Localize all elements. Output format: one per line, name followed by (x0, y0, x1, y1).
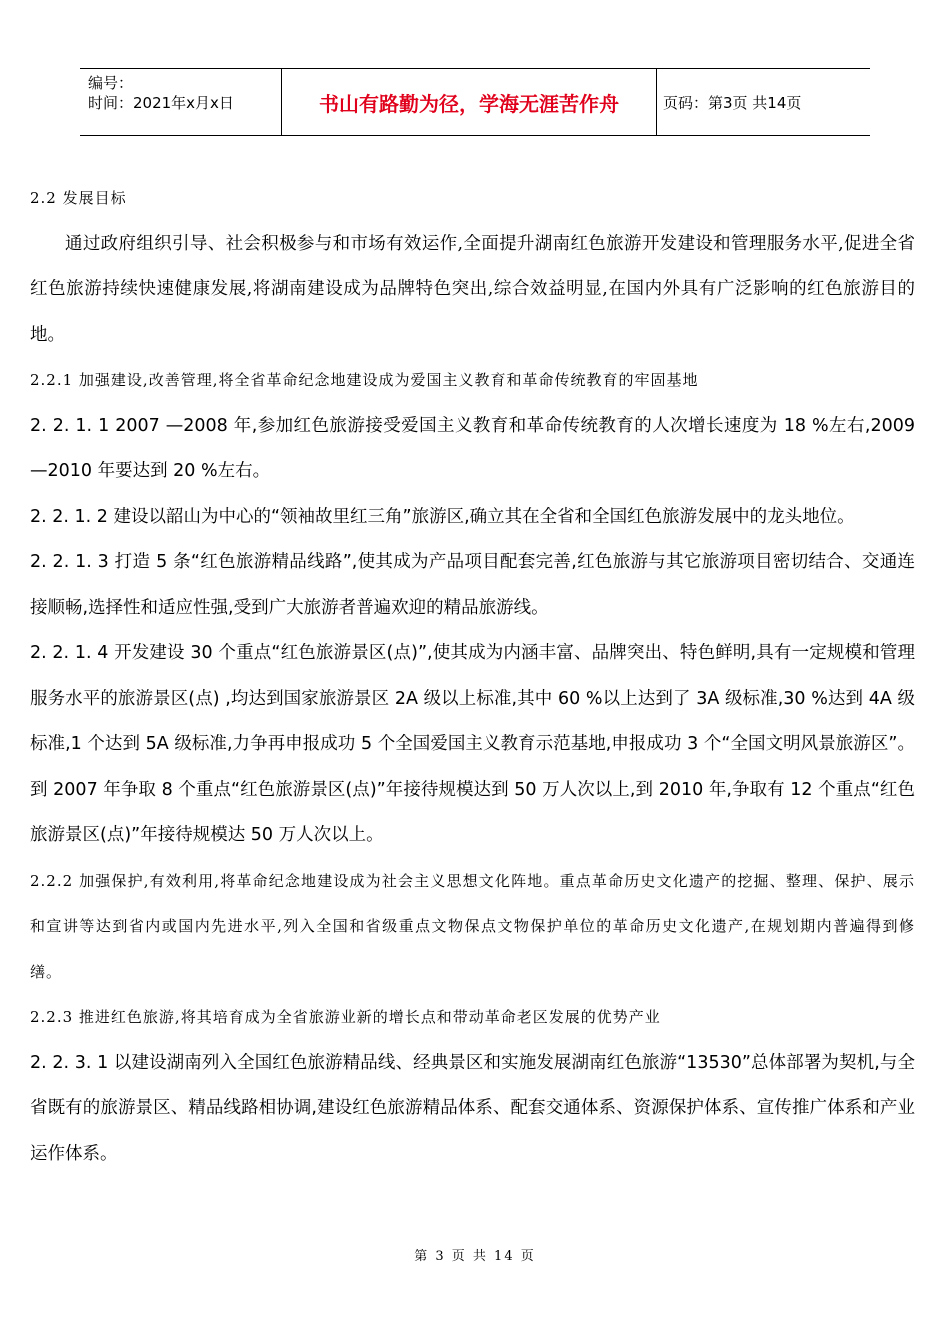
header-meta (80, 69, 281, 135)
document-number-label: 编号： (88, 74, 134, 92)
section-heading-2-2-1: 2.2.1 加强建设,改善管理,将全省革命纪念地建设成为爱国主义教育和革命传统教育的牢固基地 (30, 371, 699, 389)
document-body (30, 176, 915, 1177)
page-header (80, 68, 870, 136)
item-2-2-1-1: 2. 2. 1. 1 2007 —2008 年,参加红色旅游接受爱国主义教育和革命传统教育的人次增长速度为 18 %左右,2009 —2010 年要达到 20 %左右。 (30, 415, 915, 481)
page-footer: 第 3 页 共 14 页 (414, 1249, 536, 1264)
section-heading-2-2-3: 2.2.3 推进红色旅游,将其培育成为全省旅游业新的增长点和带动革命老区发展的优势产业 (30, 1008, 661, 1026)
document-date-label: 时间：2021年x月x日 (88, 94, 234, 112)
section-2-2-2: 2.2.2 加强保护,有效利用,将革命纪念地建设成为社会主义思想文化阵地。重点革命历史文化遗产的挖掘、整理、保护、展示和宣讲等达到省内或国内先进水平,列入全国和省级重点文物保点文物保护单位的革命历史文化遗产,在规划期内普遍得到修缮。 (30, 871, 915, 981)
item-2-2-1-4: 2. 2. 1. 4 开发建设 30 个重点“红色旅游景区(点)”,使其成为内涵丰富、品牌突出、特色鲜明,具有一定规模和管理服务水平的旅游景区(点) ,均达到国家旅游景区 2A 级以上标准,其中 60 %以上达到了 3A 级标准,30 %达到 4A 级标准,1 个达到 5A 级标准,力争再申报成功 5 个全国爱国主义教育示范基地,申报成功 3 个“全国文明风景旅游区”。到 2007 年争取 8 个重点“红色旅游景区(点)”年接待规模达到 50 万人次以上,到 2010 年,争取有 12 个重点“红色旅游景区(点)”年接待规模达 50 万人次以上。 (30, 643, 915, 845)
paragraph-intro: 通过政府组织引导、社会积极参与和市场有效运作,全面提升湖南红色旅游开发建设和管理服务水平,促进全省红色旅游持续快速健康发展,将湖南建设成为品牌特色突出,综合效益明显,在国内外具有广泛影响的红色旅游目的地。 (30, 233, 915, 345)
item-2-2-3-1: 2. 2. 3. 1 以建设湖南列入全国红色旅游精品线、经典景区和实施发展湖南红色旅游“13530”总体部署为契机,与全省既有的旅游景区、精品线路相协调,建设红色旅游精品体系、配套交通体系、资源保护体系、宣传推广体系和产业运作体系。 (30, 1052, 915, 1164)
header-motto: 书山有路勤为径，学海无涯苦作舟 (281, 69, 657, 135)
item-2-2-1-2: 2. 2. 1. 2 建设以韶山为中心的“领袖故里红三角”旅游区,确立其在全省和全国红色旅游发展中的龙头地位。 (30, 506, 855, 527)
section-heading-2-2: 2.2 发展目标 (30, 189, 127, 207)
item-2-2-1-3: 2. 2. 1. 3 打造 5 条“红色旅游精品线路”,使其成为产品项目配套完善,红色旅游与其它旅游项目密切结合、交通连接顺畅,选择性和适应性强,受到广大旅游者普遍欢迎的精品旅游线。 (30, 552, 915, 618)
header-page-info: 页码：第3页 共14页 (663, 93, 802, 112)
